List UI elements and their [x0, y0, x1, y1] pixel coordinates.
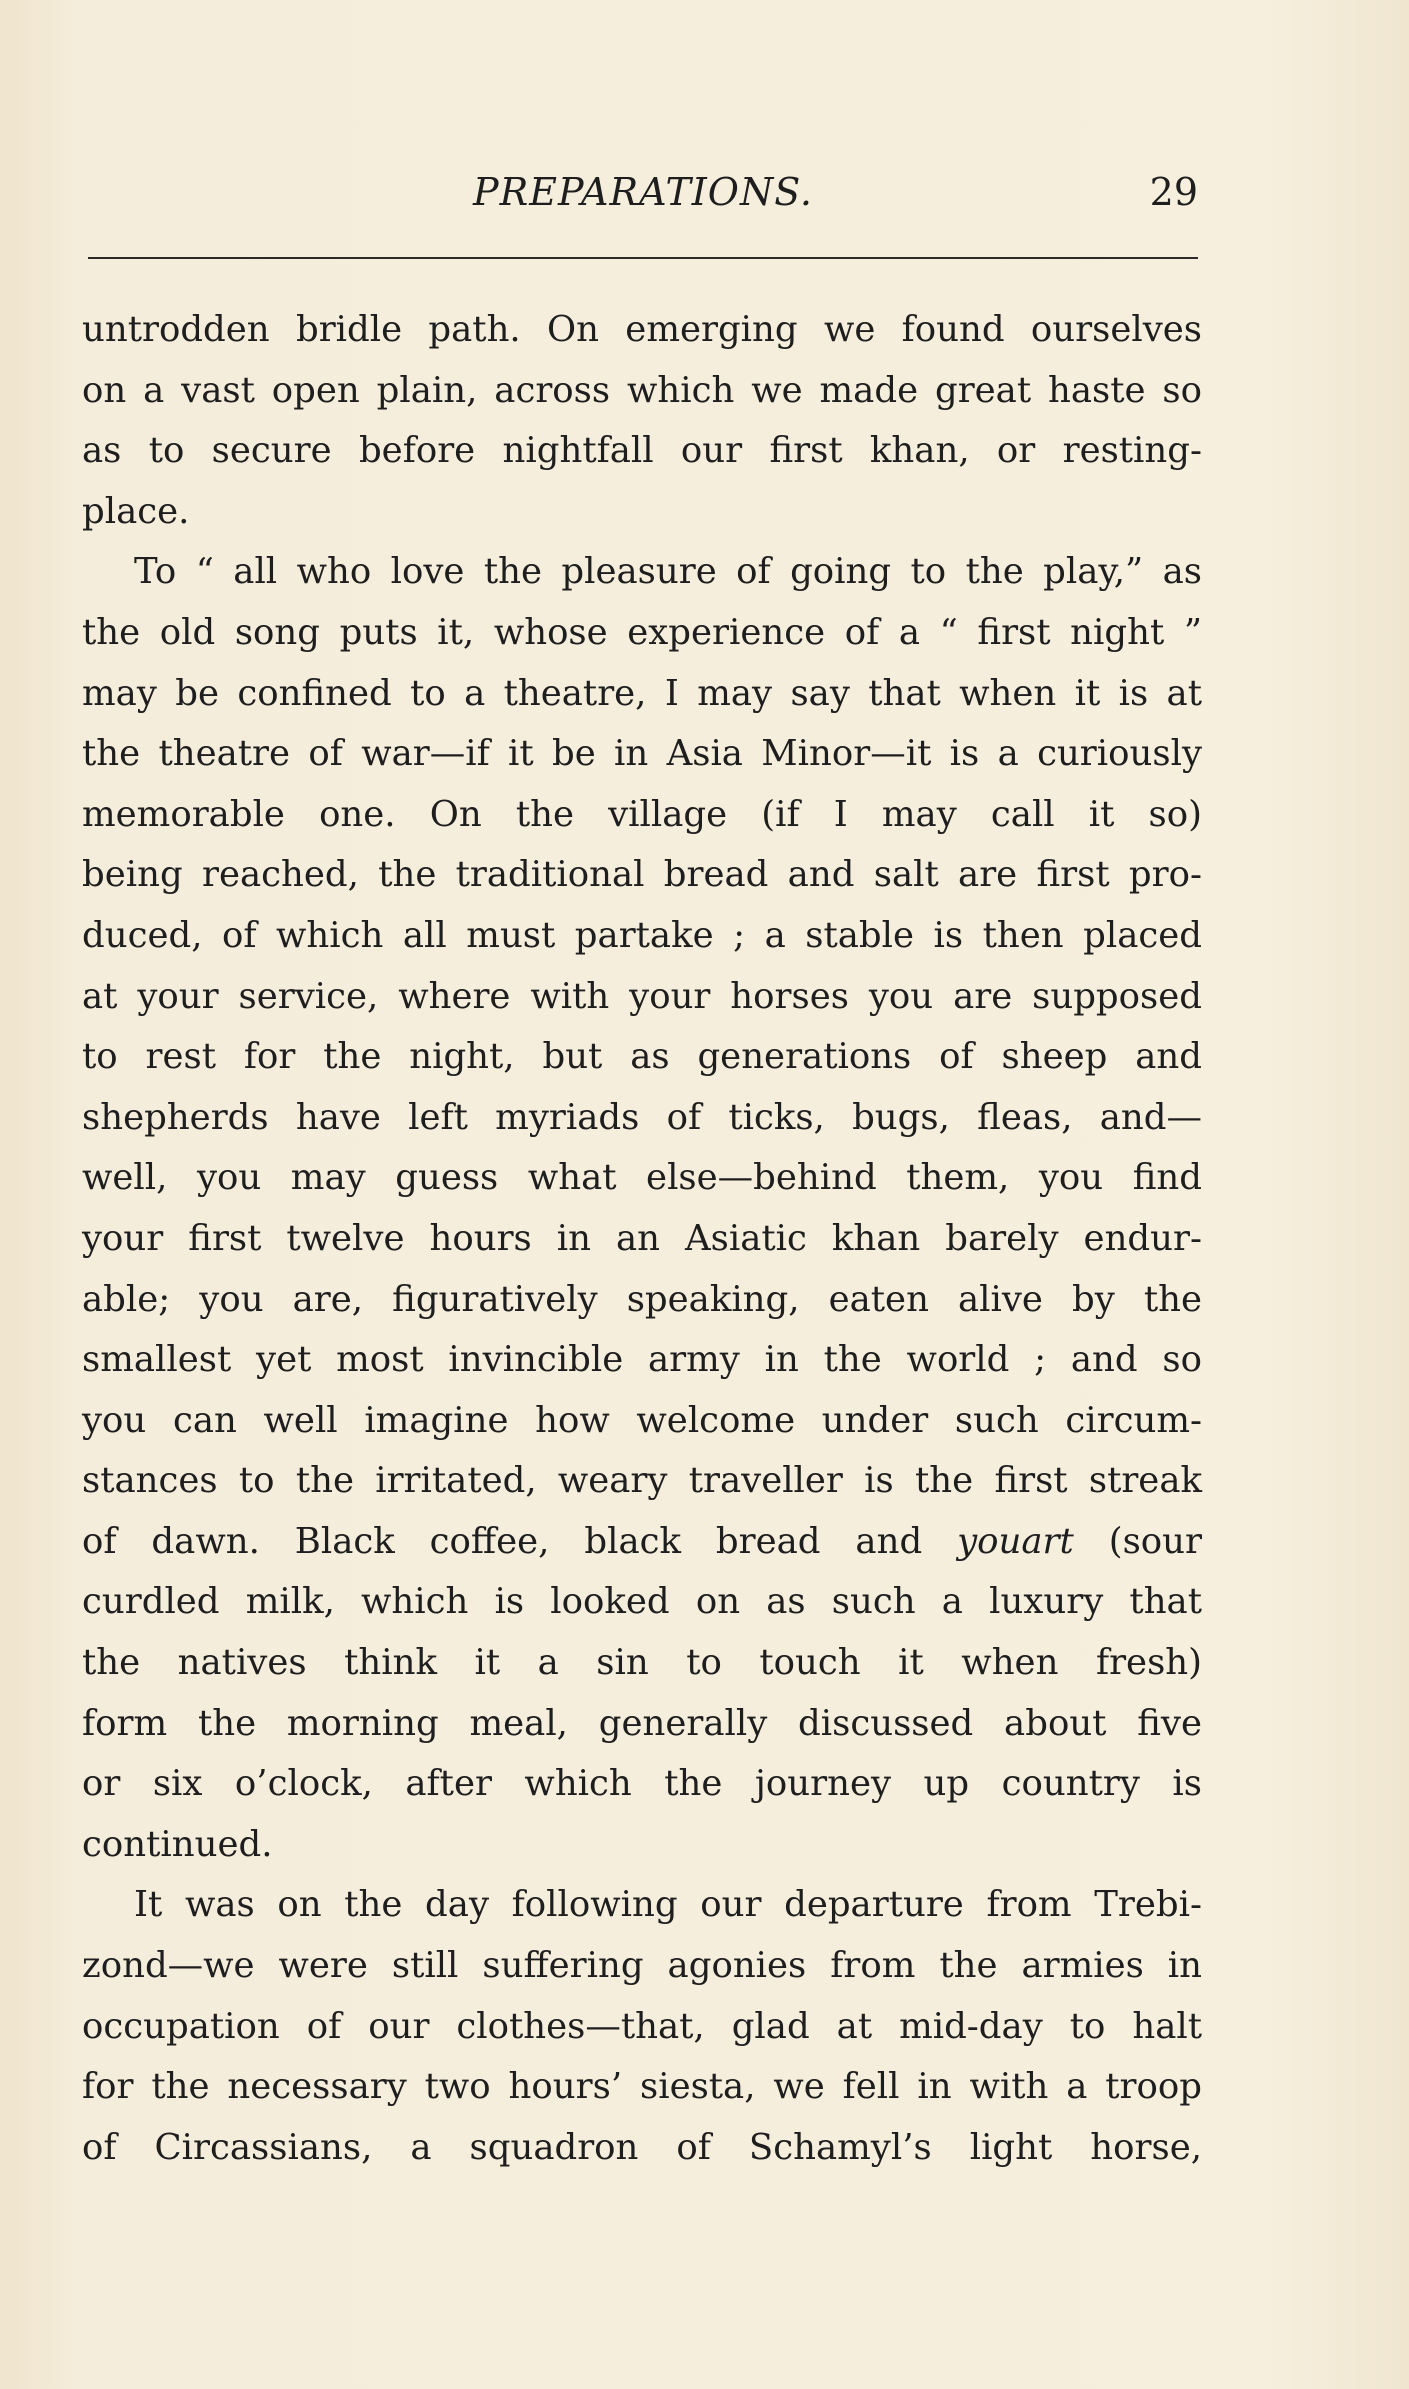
header-rule: [88, 257, 1198, 259]
text-segment: of dawn. Black coffee, black bread and: [82, 1520, 923, 1562]
text-line: to rest for the night, but as generations of sheep and: [82, 1036, 1202, 1078]
text-line: for the necessary two hours’ siesta, we fell in with a troop: [82, 2066, 1202, 2108]
body-text: [82, 300, 1202, 2178]
text-line: being reached, the traditional bread and salt are first pro-: [82, 854, 1202, 896]
text-line: the old song puts it, whose experience of a “ first night ”: [82, 611, 1202, 653]
text-line: may be confined to a theatre, I may say that when it is at: [82, 672, 1202, 714]
text-line: or six o’clock, after which the journey up country is: [82, 1763, 1202, 1805]
text-line: the theatre of war—if it be in Asia Minor—it is a curiously: [82, 733, 1202, 775]
text-line: as to secure before nightfall our first khan, or resting-: [82, 430, 1202, 472]
text-line: memorable one. On the village (if I may call it so): [82, 793, 1202, 835]
text-line: well, you may guess what else—behind them, you find: [82, 1157, 1202, 1199]
text-line: curdled milk, which is looked on as such a luxury that: [82, 1581, 1202, 1623]
text-line: smallest yet most invincible army in the world ; and so: [82, 1339, 1202, 1381]
text-line: of Circassians, a squadron of Schamyl’s light horse,: [82, 2126, 1202, 2168]
page-header: [88, 170, 1198, 226]
text-line: duced, of which all must partake ; a stable is then placed: [82, 914, 1202, 956]
text-line: form the morning meal, generally discussed about five: [82, 1702, 1202, 1744]
text-line: It was on the day following our departure from Trebi-: [134, 1884, 1202, 1926]
text-line: you can well imagine how welcome under such circum-: [82, 1399, 1202, 1441]
text-line: To “ all who love the pleasure of going to the play,” as: [134, 551, 1202, 593]
text-line: zond—we were still suffering agonies from the armies in: [82, 1945, 1202, 1987]
text-line: continued.: [82, 1823, 273, 1865]
running-title: PREPARATIONS.: [473, 170, 813, 214]
text-segment: (sour: [1108, 1520, 1202, 1562]
text-line: place.: [82, 490, 190, 532]
text-line: stances to the irritated, weary traveller is the first streak: [82, 1460, 1202, 1502]
text-line: at your service, where with your horses you are supposed: [82, 975, 1202, 1017]
text-line: shepherds have left myriads of ticks, bugs, fleas, and—: [82, 1096, 1202, 1138]
text-line: on a vast open plain, across which we made great haste so: [82, 369, 1202, 411]
text-line-with-italic: [82, 1512, 1202, 1573]
italic-term: youart: [957, 1520, 1074, 1562]
text-line: the natives think it a sin to touch it when fresh): [82, 1642, 1202, 1684]
text-line: occupation of our clothes—that, glad at mid-day to halt: [82, 2005, 1202, 2047]
text-line: your first twelve hours in an Asiatic khan barely endur-: [82, 1217, 1202, 1259]
text-line: untrodden bridle path. On emerging we found ourselves: [82, 309, 1202, 350]
text-line: able; you are, figuratively speaking, eaten alive by the: [82, 1278, 1202, 1320]
page-number: 29: [1149, 170, 1198, 214]
